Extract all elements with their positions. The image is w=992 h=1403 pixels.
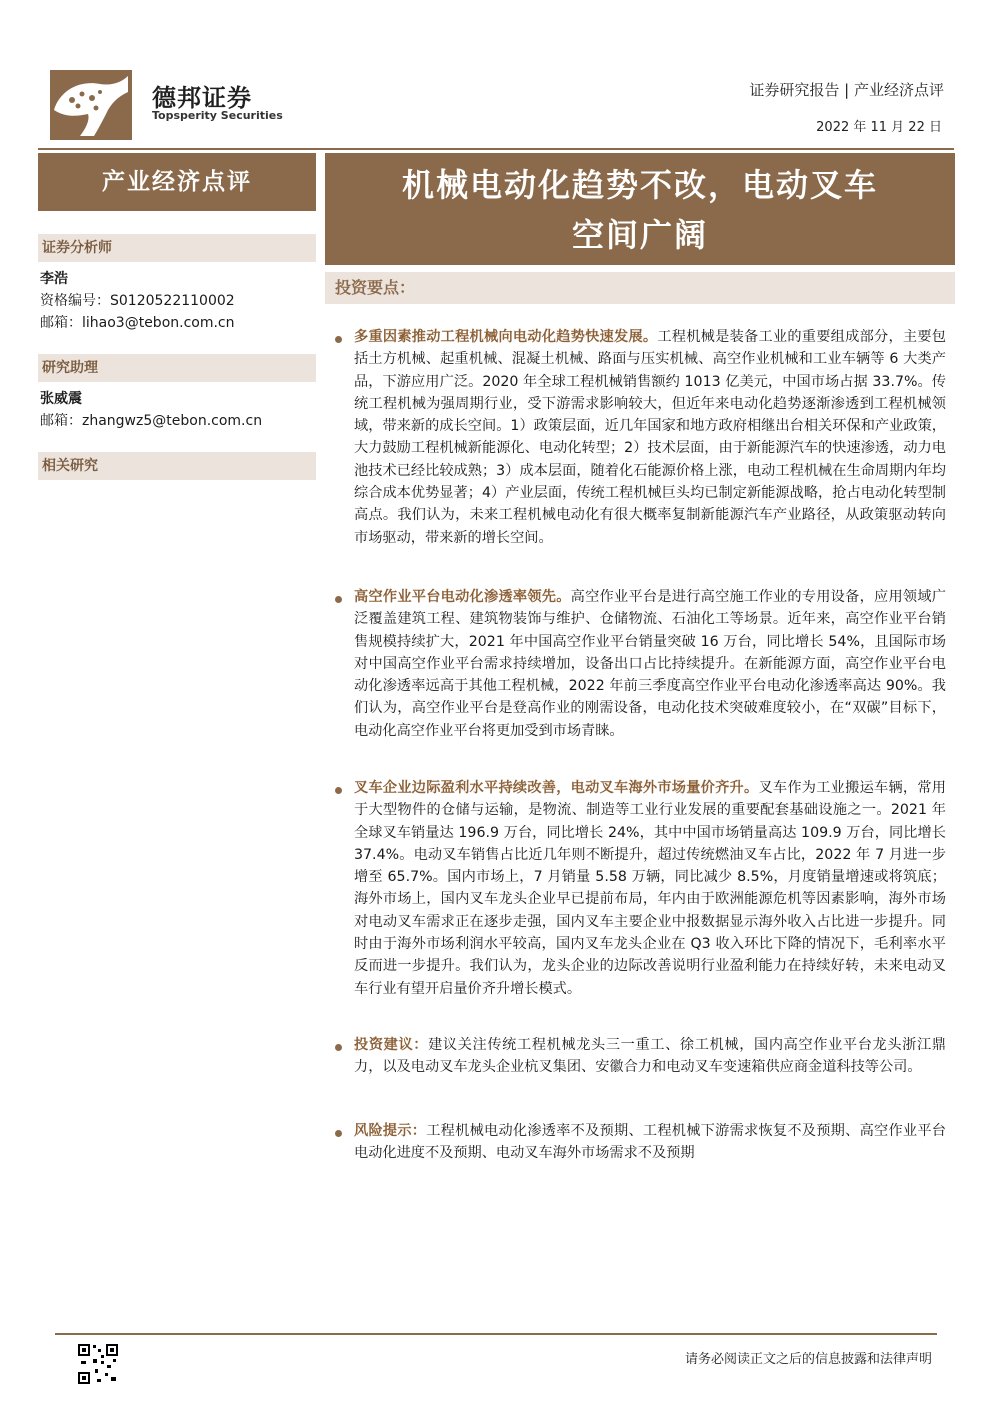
bullet-icon: [335, 1130, 342, 1137]
brand-name-en: Topsperity Securities: [152, 109, 283, 122]
leopard-logo-icon: [50, 70, 132, 140]
report-type: 证券研究报告 | 产业经济点评: [749, 81, 944, 99]
point-lead: 叉车企业边际盈利水平持续改善，电动叉车海外市场量价齐升。: [354, 780, 759, 796]
point-body: 叉车作为工业搬运车辆，常用于大型物件的仓储与运输，是物流、制造等工业行业发展的重要配套基础设施之一。2021 年全球叉车销量达 196.9 万台，同比增长 24%，其中中国市场销量高达 109.9 万台，同比增长 37.4%。电动叉车销售占比近几年则不断提升，超过传统燃油叉车占比，2022 年 7 月进一步增至 65.7%。国内市场上，7 月销量 5.58 万辆，同比减少 8.5%，月度销量增速或将筑底；海外市场上，国内叉车龙头企业早已提前布局，年内由于欧洲能源危机等因素影响，海外市场对电动叉车需求正在逐步走强，国内叉车主要企业中报数据显示海外收入占比进一步提升。同时由于海外市场利润水平较高，国内叉车龙头企业在 Q3 收入环比下降的情况下，毛利率水平反而进一步提升。我们认为，龙头企业的边际改善说明行业盈利能力在持续好转，未来电动叉车行业有望开启量价齐升增长模式。: [354, 780, 946, 997]
point-risk-warning: [354, 1120, 946, 1165]
bullet-icon: [335, 596, 342, 603]
point-body: 工程机械是装备工业的重要组成部分，主要包括土方机械、起重机械、混凝土机械、路面与压实机械、高空作业机械和工业车辆等 6 大类产品，下游应用广泛。2020 年全球工程机械销售额约 1013 亿美元，中国市场占据 33.7%。传统工程机械为强周期行业，受下游需求影响较大，但近年来电动化趋势逐渐渗透到工程机械领域，带来新的成长空间。1）政策层面，近几年国家和地方政府相继出台相关环保和产业政策，大力鼓励工程机械新能源化、电动化转型；2）技术层面，由于新能源汽车的快速渗透，动力电池技术已经比较成熟；3）成本层面，随着化石能源价格上涨，电动工程机械在生命周期内年均综合成本优势显著；4）产业层面，传统工程机械巨头均已制定新能源战略，抢占电动化转型制高点。我们认为，未来工程机械电动化有很大概率复制新能源汽车产业路径，从政策驱动转向市场驱动，带来新的增长空间。: [354, 329, 946, 546]
point-lead: 投资建议：: [354, 1037, 429, 1053]
analyst-email[interactable]: 邮箱：lihao3@tebon.com.cn: [40, 315, 235, 331]
footer-divider: [55, 1333, 937, 1335]
assistant-name: 张威震: [40, 391, 82, 407]
category-banner: 产业经济点评: [38, 153, 316, 211]
bullet-icon: [335, 336, 342, 343]
point-body: 建议关注传统工程机械龙头三一重工、徐工机械，国内高空作业平台龙头浙江鼎力，以及电动叉车龙头企业杭叉集团、安徽合力和电动叉车变速箱供应商金道科技等公司。: [354, 1037, 946, 1076]
report-title: [325, 153, 955, 265]
title-line-1: 机械电动化趋势不改，电动叉车: [401, 166, 878, 204]
bullet-icon: [335, 787, 342, 794]
legal-disclaimer: 请务必阅读正文之后的信息披露和法律声明: [684, 1352, 932, 1367]
point-forklift: [354, 777, 946, 1000]
point-lead: 高空作业平台电动化渗透率领先。: [354, 589, 571, 605]
qr-code-icon: [77, 1343, 119, 1385]
bullet-icon: [335, 1044, 342, 1051]
point-aerial-platform: [354, 586, 946, 742]
related-research-heading: 相关研究: [38, 452, 316, 480]
assistant-email[interactable]: 邮箱：zhangwz5@tebon.com.cn: [40, 413, 263, 429]
brand-name-cn: 德邦证券: [152, 84, 252, 112]
point-lead: 多重因素推动工程机械向电动化趋势快速发展。: [354, 329, 658, 345]
report-date: 2022 年 11 月 22 日: [816, 120, 942, 135]
point-investment-advice: [354, 1034, 946, 1079]
point-ev-trend: [354, 326, 946, 549]
point-body: 高空作业平台是进行高空施工作业的专用设备，应用领域广泛覆盖建筑工程、建筑物装饰与维护、仓储物流、石油化工等场景。近年来，高空作业平台销售规模持续扩大，2021 年中国高空作业平台销量突破 16 万台，同比增长 54%，且国际市场对中国高空作业平台需求持续增加，设备出口占比持续提升。在新能源方面，高空作业平台电动化渗透率远高于其他工程机械，2022 年前三季度高空作业平台电动化渗透率高达 90%。我们认为，高空作业平台是登高作业的刚需设备，电动化技术突破难度较小，在“双碳”目标下，电动化高空作业平台将更加受到市场青睐。: [354, 589, 946, 739]
title-line-2: 空间广阔: [571, 216, 708, 254]
assistant-heading: 研究助理: [38, 354, 316, 382]
analyst-heading: 证券分析师: [38, 234, 316, 262]
analyst-cert: 资格编号：S0120522110002: [40, 293, 235, 309]
analyst-name: 李浩: [40, 271, 68, 287]
company-logo: [50, 70, 132, 140]
point-body: 工程机械电动化渗透率不及预期、工程机械下游需求恢复不及预期、高空作业平台电动化进度不及预期、电动叉车海外市场需求不及预期: [354, 1123, 946, 1162]
point-lead: 风险提示：: [354, 1123, 427, 1139]
header-divider: [38, 148, 954, 150]
key-points-label: 投资要点：: [325, 272, 955, 304]
